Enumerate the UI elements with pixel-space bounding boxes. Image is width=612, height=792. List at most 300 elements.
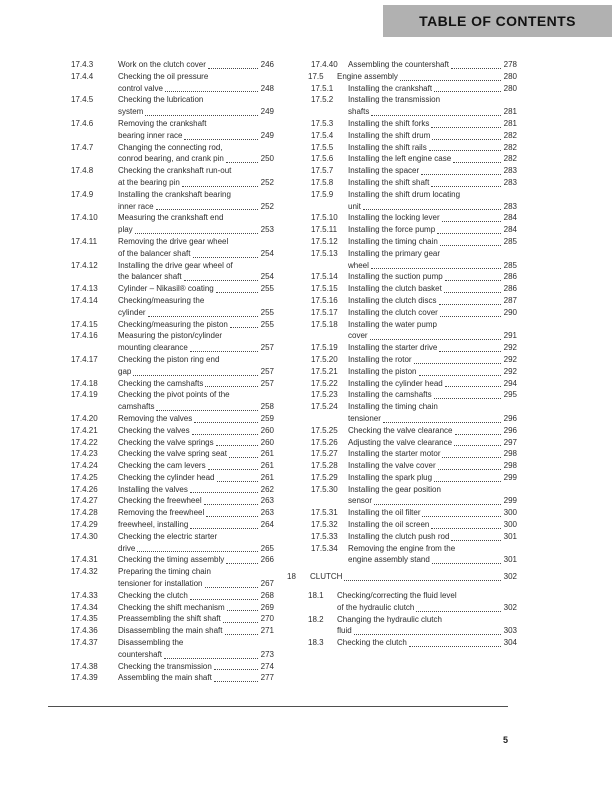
toc-entry-title-line: Measuring the crankshaft end [118,213,224,223]
toc-entry[interactable] [71,94,274,118]
toc-entry[interactable] [71,319,274,331]
toc-entry[interactable] [71,165,274,189]
toc-entry[interactable] [287,366,517,378]
toc-entry[interactable] [287,448,517,460]
toc-entry[interactable] [287,83,517,95]
toc-entry[interactable] [287,389,517,401]
toc-entry[interactable] [71,448,274,460]
dot-leader [226,162,258,163]
toc-entry-body [118,118,274,142]
toc-entry-page: 266 [260,555,274,565]
toc-entry-title-line: Assembling the countershaft [348,60,449,69]
page-number: 5 [502,735,508,745]
toc-entry[interactable] [287,342,517,354]
toc-entry-number: 18 [287,572,296,582]
toc-entry[interactable] [71,460,274,472]
toc-entry[interactable] [71,189,274,213]
dot-leader [400,80,501,81]
toc-entry-title-line: Installing the primary gear [348,248,441,258]
dot-leader [451,68,501,69]
toc-entry[interactable] [287,354,517,366]
toc-entry-page: 267 [260,579,274,589]
toc-entry-title-line: Installing the force pump [348,225,436,235]
toc-entry[interactable] [71,507,274,519]
toc-entry-page: 283 [503,201,517,211]
toc-entry[interactable] [71,354,274,378]
toc-entry-title-line: Disassembling the [118,638,184,648]
toc-entry[interactable] [71,637,274,661]
toc-entry[interactable] [71,260,274,284]
toc-entry-last-line [348,366,517,378]
dot-leader [205,587,258,588]
toc-entry-body [348,142,517,154]
footer-rule [48,706,508,707]
toc-entry-last-line [348,554,517,566]
toc-entry-body [348,401,517,425]
toc-entry-title-line: Installing the water pump [348,319,437,329]
dot-leader [344,580,500,581]
dot-leader [148,316,258,317]
toc-entry-body [348,507,517,519]
toc-entry-last-line [348,165,517,177]
dot-leader [164,658,258,659]
toc-entry-number: 17.4.25 [71,472,98,482]
toc-entry-last-line [118,106,274,118]
toc-entry[interactable] [287,212,517,224]
toc-entry-title-line: play [118,225,133,235]
toc-entry-page: 259 [260,413,274,423]
toc-entry[interactable] [287,153,517,165]
toc-entry-number: 17.4.19 [71,390,98,400]
toc-entry-number: 18.2 [308,614,324,624]
toc-entry-page: 252 [260,177,274,187]
toc-entry-title-line: conrod bearing, and crank pin [118,154,224,164]
toc-entry[interactable] [71,590,274,602]
toc-entry-title-line: Installing the clutch discs [348,295,437,305]
toc-entry[interactable] [287,59,517,71]
toc-entry-last-line [118,472,274,484]
toc-entry[interactable] [287,295,517,307]
toc-entry-page: 274 [260,661,274,671]
toc-entry-number: 17.4.21 [71,425,98,435]
toc-entry-page: 270 [260,614,274,624]
toc-entry[interactable] [287,94,517,118]
toc-entry[interactable] [287,130,517,142]
dot-leader [225,634,258,635]
toc-entry-last-line [118,625,274,637]
toc-entry[interactable] [287,614,517,638]
toc-entry-page: 252 [260,201,274,211]
toc-entry-title-line: of the balancer shaft [118,248,191,258]
toc-entry-body [348,165,517,177]
toc-entry-page: 255 [260,307,274,317]
toc-entry[interactable] [71,142,274,166]
toc-entry[interactable] [71,531,274,555]
dot-leader [190,599,258,600]
toc-entry[interactable] [71,425,274,437]
toc-entry-title-line: Assembling the main shaft [118,673,212,683]
toc-entry-last-line [348,342,517,354]
toc-entry-title-line: Checking the cylinder head [118,472,215,482]
toc-entry[interactable] [71,71,274,95]
toc-entry[interactable] [287,224,517,236]
toc-entry-title-line: CLUTCH [310,572,343,582]
toc-entry-last-line [348,295,517,307]
toc-entry-last-line [118,366,274,378]
toc-entry[interactable] [71,519,274,531]
toc-entry-last-line [348,224,517,236]
toc-entry-page: 296 [503,413,517,423]
toc-entry[interactable] [71,413,274,425]
toc-entry-title-line: Adjusting the valve clearance [348,437,453,447]
toc-entry-number: 17.5 [308,71,324,81]
toc-entry-number: 17.4.23 [71,449,98,459]
toc-entry[interactable] [287,319,517,343]
dot-leader [230,327,258,328]
toc-entry[interactable] [71,554,274,566]
toc-entry[interactable] [71,283,274,295]
toc-entry-page: 301 [503,555,517,565]
toc-entry-number: 17.5.20 [311,354,338,364]
toc-entry-title-line: Installing the timing chain [348,236,438,246]
toc-entry[interactable] [71,437,274,449]
toc-entry[interactable] [71,613,274,625]
toc-entry[interactable] [287,118,517,130]
toc-entry-page: 299 [503,496,517,506]
toc-entry-last-line [118,248,274,260]
toc-entry-body [118,590,274,602]
toc-entry-number: 17.5.14 [311,272,338,282]
toc-entry-page: 285 [503,236,517,246]
toc-entry-body [310,571,517,583]
toc-entry[interactable] [287,283,517,295]
toc-entry[interactable] [71,59,274,71]
dot-leader [421,174,500,175]
toc-entry-title-line: Installing the left engine case [348,154,452,164]
toc-entry-page: 281 [503,118,517,128]
toc-entry-number: 17.4.32 [71,567,98,577]
toc-entry-page: 294 [503,378,517,388]
toc-entry-last-line [118,224,274,236]
toc-entry-number: 17.5.32 [311,520,338,530]
toc-entry-title-line: Checking/correcting the fluid level [337,591,457,601]
toc-entry-title-line: the balancer shaft [118,272,182,282]
toc-entry[interactable] [287,271,517,283]
toc-entry-last-line [118,83,274,95]
toc-entry[interactable] [71,602,274,614]
toc-entry[interactable] [287,590,517,614]
toc-entry[interactable] [287,531,517,543]
toc-entry-number: 17.5.4 [311,130,334,140]
dot-leader [216,292,258,293]
toc-entry[interactable] [71,330,274,354]
dot-leader [371,268,501,269]
dot-leader [434,481,501,482]
toc-entry-title-line: Installing the clutch basket [348,284,442,294]
dot-leader [370,339,501,340]
toc-entry-number: 17.4.31 [71,555,98,565]
toc-entry-page: 257 [260,378,274,388]
toc-entry[interactable] [287,307,517,319]
toc-entry-title-line: Checking the camshafts [118,378,204,388]
dot-leader [414,363,501,364]
toc-entry-last-line [118,437,274,449]
toc-entry-title-line: at the bearing pin [118,177,180,187]
toc-entry[interactable] [287,637,517,649]
toc-entry-last-line [348,519,517,531]
dot-leader [431,127,500,128]
toc-entry-title-line: Installing the shift drum [348,130,431,140]
toc-entry-page: 246 [260,60,274,69]
toc-entry-title-line: Installing the oil screen [348,520,430,530]
toc-entry-page: 284 [503,213,517,223]
toc-entry-body [348,354,517,366]
toc-entry[interactable] [71,484,274,496]
toc-entry-page: 292 [503,343,517,353]
toc-entry-number: 17.4.15 [71,319,98,329]
dot-leader [438,469,501,470]
dot-leader [182,186,258,187]
dot-leader [440,316,501,317]
toc-entry-page: 300 [503,520,517,530]
toc-entry-number: 17.4.22 [71,437,98,447]
toc-entry-last-line [118,153,274,165]
toc-entry[interactable] [71,625,274,637]
toc-entry-number: 17.5.13 [311,248,338,258]
toc-entry[interactable] [287,71,517,83]
toc-entry-last-line [348,106,517,118]
toc-entry[interactable] [287,378,517,390]
toc-entry-number: 17.4.26 [71,484,98,494]
toc-entry-title-line: Installing the cylinder head [348,378,443,388]
toc-entry-body [348,437,517,449]
toc-entry-last-line [118,59,274,71]
toc-entry[interactable] [287,472,517,484]
toc-entry-page: 300 [503,508,517,518]
toc-entry-title-line: Installing the spacer [348,166,420,176]
toc-entry-title-line: Work on the clutch cover [118,60,206,69]
toc-entry-body [118,59,274,71]
toc-entry[interactable] [71,389,274,413]
toc-entry[interactable] [71,566,274,590]
dot-leader [416,611,500,612]
toc-entry-body [348,94,517,118]
toc-entry[interactable] [287,189,517,213]
toc-entry-page: 254 [260,272,274,282]
toc-entry-number: 17.5.29 [311,472,338,482]
toc-entry[interactable] [287,543,517,567]
toc-entry-title-line: Checking the valve springs [118,437,214,447]
toc-entry[interactable] [287,437,517,449]
toc-entry[interactable] [71,236,274,260]
dot-leader [145,115,257,116]
toc-entry-title-line: sensor [348,496,373,506]
dot-leader [223,622,258,623]
toc-entry-body [348,236,517,248]
toc-entry-page: 273 [260,649,274,659]
toc-entry-title-line: Installing the timing chain [348,402,438,412]
toc-entry-page: 292 [503,366,517,376]
toc-entry-page: 298 [503,461,517,471]
toc-entry-last-line [337,602,517,614]
toc-entry-page: 280 [503,83,517,93]
toc-entry-title-line: Installing the locking lever [348,213,440,223]
dot-leader [190,528,257,529]
dot-leader [445,280,501,281]
toc-entry-number: 18.3 [308,638,324,648]
toc-entry-last-line [118,177,274,189]
toc-entry-last-line [348,260,517,272]
toc-entry-page: 295 [503,390,517,400]
toc-entry-body [118,71,274,95]
toc-entry-number: 17.5.16 [311,295,338,305]
toc-entry-body [348,295,517,307]
toc-entry-number: 17.5.21 [311,366,338,376]
toc-entry-last-line [348,460,517,472]
toc-entry-number: 17.4.40 [311,60,338,69]
toc-entry-body [348,531,517,543]
dot-leader [440,245,501,246]
toc-entry[interactable] [71,472,274,484]
toc-entry[interactable] [287,165,517,177]
toc-entry-last-line [118,507,274,519]
toc-entry-page: 261 [260,472,274,482]
toc-entry-number: 17.4.24 [71,461,98,471]
toc-entry-title-line: Checking the lubrication [118,95,204,105]
toc-entry-body [118,460,274,472]
toc-entry[interactable] [71,672,274,684]
toc-entry-page: 291 [503,331,517,341]
toc-entry-number: 17.5.18 [311,319,338,329]
toc-entry-title-line: tensioner for installation [118,579,203,589]
toc-entry-last-line [348,437,517,449]
toc-entry-body [118,295,274,319]
toc-entry-title-line: gap [118,366,132,376]
toc-entry[interactable] [71,661,274,673]
toc-entry-body [118,495,274,507]
toc-entry-page: 280 [503,71,517,81]
toc-entry-page: 249 [260,130,274,140]
toc-entry-body [118,625,274,637]
toc-entry-number: 17.4.36 [71,626,98,636]
toc-entry-title-line: Installing the spark plug [348,472,433,482]
toc-entry-body [118,330,274,354]
toc-entry-body [118,602,274,614]
toc-entry-last-line [348,212,517,224]
toc-entry[interactable] [71,378,274,390]
dot-leader [205,386,257,387]
dot-leader [429,150,501,151]
toc-entry-last-line [348,153,517,165]
dot-leader [217,481,258,482]
toc-entry-title-line: Checking the shift mechanism [118,602,225,612]
toc-entry-page: 260 [260,437,274,447]
dot-leader [226,563,257,564]
toc-entry-page: 253 [260,225,274,235]
toc-entry-title-line: fluid [337,626,352,636]
toc-entry-page: 286 [503,272,517,282]
toc-entry-title-line: Installing the piston [348,366,417,376]
toc-entry[interactable] [287,519,517,531]
toc-entry-title-line: Removing the engine from the [348,543,456,553]
toc-entry-number: 17.4.18 [71,378,98,388]
toc-entry-number: 17.4.34 [71,602,98,612]
toc-entry-page: 286 [503,284,517,294]
toc-entry[interactable] [287,571,517,583]
toc-entry[interactable] [71,118,274,142]
toc-entry-number: 17.4.39 [71,673,98,683]
toc-entry[interactable] [287,177,517,189]
toc-entry[interactable] [287,142,517,154]
toc-entry-last-line [118,495,274,507]
toc-entry-number: 17.4.28 [71,508,98,518]
toc-entry[interactable] [287,425,517,437]
toc-entry-last-line [118,460,274,472]
toc-entry-title-line: Installing the crankshaft bearing [118,189,231,199]
toc-entry[interactable] [71,212,274,236]
toc-entry-title-line: bearing inner race [118,130,183,140]
toc-entry-last-line [348,142,517,154]
dot-leader [214,681,258,682]
toc-entry-body [337,590,517,614]
toc-entry[interactable] [71,295,274,319]
toc-entry-number: 17.4.5 [71,95,94,105]
toc-entry-number: 17.4.37 [71,638,98,648]
toc-entry-body [118,354,274,378]
toc-entry[interactable] [287,460,517,472]
dot-leader [190,492,258,493]
toc-entry-last-line [118,543,274,555]
toc-entry-last-line [348,236,517,248]
toc-entry[interactable] [287,401,517,425]
toc-entry-body [348,460,517,472]
toc-entry-last-line [348,378,517,390]
dot-leader [137,551,257,552]
dot-leader [190,351,258,352]
toc-entry-title-line: Installing the shift forks [348,118,430,128]
toc-entry-body [118,519,274,531]
toc-entry-title-line: cylinder [118,307,146,317]
dot-leader [445,386,501,387]
toc-entry-page: 257 [260,366,274,376]
dot-leader [371,115,500,116]
toc-entry-body [348,389,517,401]
toc-entry[interactable] [287,248,517,272]
toc-entry-body [348,342,517,354]
toc-entry-number: 17.4.20 [71,413,98,423]
toc-entry-body [118,212,274,236]
toc-entry-page: 278 [503,60,517,69]
toc-entry[interactable] [287,484,517,508]
toc-entry-last-line [337,637,517,649]
toc-entry-page: 260 [260,425,274,435]
toc-entry-title-line: Installing the gear position [348,484,441,494]
toc-entry-title-line: Checking the valves [118,425,190,435]
toc-entry-number: 18.1 [308,591,324,601]
toc-entry-number: 17.4.3 [71,60,94,69]
toc-entry-last-line [348,283,517,295]
toc-entry[interactable] [71,495,274,507]
toc-entry-last-line [118,342,274,354]
toc-entry-page: 254 [260,248,274,258]
dot-leader [193,257,258,258]
toc-entry-last-line [337,71,517,83]
toc-entry-title-line: Checking the valve spring seat [118,449,227,459]
toc-entry[interactable] [287,507,517,519]
toc-entry[interactable] [287,236,517,248]
toc-entry-title-line: camshafts [118,402,155,412]
toc-entry-page: 303 [503,626,517,636]
